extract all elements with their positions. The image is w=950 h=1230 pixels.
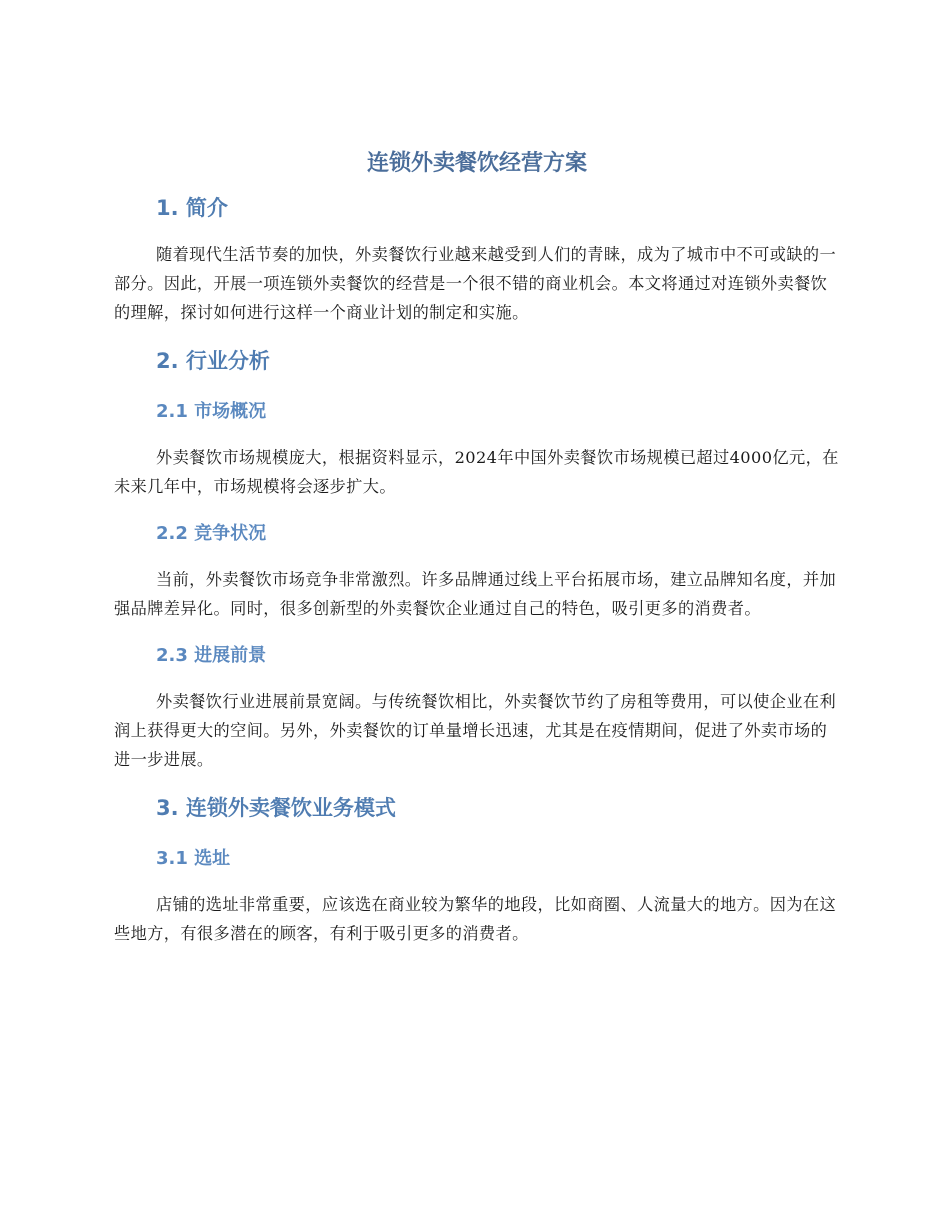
subsection-paragraph-site-selection: 店铺的选址非常重要，应该选在商业较为繁华的地段，比如商圈、人流量大的地方。因为在这些地方，有很多潜在的顾客，有利于吸引更多的消费者。 (114, 895, 837, 943)
section-heading-business-model: 3. 连锁外卖餐饮业务模式 (156, 796, 396, 820)
section-heading-intro: 1. 简介 (156, 196, 228, 220)
subsection-paragraph-market-overview: 外卖餐饮市场规模庞大，根据资料显示，2024年中国外卖餐饮市场规模已超过4000亿元，在未来几年中，市场规模将会逐步扩大。 (114, 448, 839, 496)
subsection-paragraph-competition: 当前，外卖餐饮市场竞争非常激烈。许多品牌通过线上平台拓展市场，建立品牌知名度，并加强品牌差异化。同时，很多创新型的外卖餐饮企业通过自己的特色，吸引更多的消费者。 (114, 570, 837, 618)
section-paragraph-intro: 随着现代生活节奏的加快，外卖餐饮行业越来越受到人们的青睐，成为了城市中不可或缺的一部分。因此，开展一项连锁外卖餐饮的经营是一个很不错的商业机会。本文将通过对连锁外卖餐饮的理解，探讨如何进行这样一个商业计划的制定和实施。 (114, 245, 837, 322)
subsection-heading-market-overview: 2.1 市场概况 (156, 401, 267, 422)
subsection-heading-prospects: 2.3 进展前景 (156, 645, 267, 666)
subsection-heading-competition: 2.2 竞争状况 (156, 523, 267, 544)
subsection-paragraph-prospects: 外卖餐饮行业进展前景宽阔。与传统餐饮相比，外卖餐饮节约了房租等费用，可以使企业在利润上获得更大的空间。另外，外卖餐饮的订单量增长迅速，尤其是在疫情期间，促进了外卖市场的进一步进展。 (114, 692, 837, 769)
subsection-heading-site-selection: 3.1 选址 (156, 848, 231, 869)
document-body (114, 146, 840, 948)
section-heading-industry-analysis: 2. 行业分析 (156, 349, 270, 373)
document-title: 连锁外卖餐饮经营方案 (366, 151, 587, 176)
